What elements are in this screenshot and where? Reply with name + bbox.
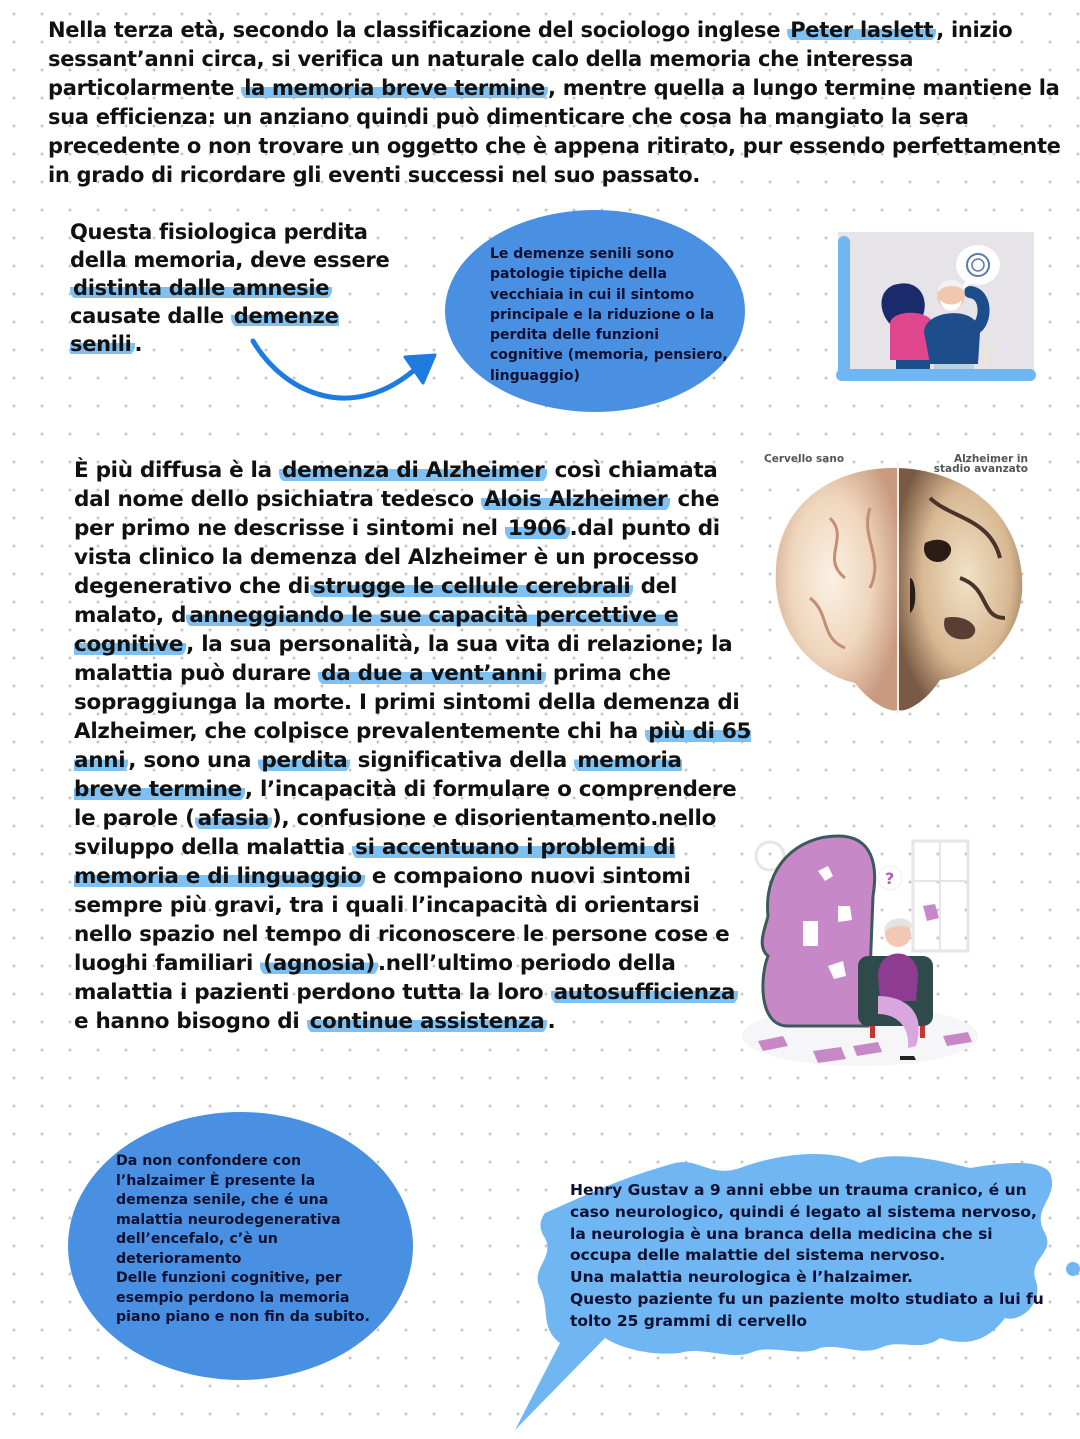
brain-comparison-image bbox=[760, 448, 1038, 720]
puzzle-head-icon bbox=[738, 826, 983, 1076]
label-alzheimer-brain-1: Alzheimer in bbox=[953, 453, 1028, 465]
text-run: del malato, d bbox=[74, 574, 678, 628]
text-run: È più diffusa è la bbox=[74, 458, 280, 483]
senile-dementia-line-1: Da non confondere con l’halzaimer È presente la demenza senile, che é una malattia neurodegenerativa dell’encefalo, c’è un deterioramento bbox=[116, 1153, 341, 1267]
highlighted-phrase: (agnosia) bbox=[260, 951, 378, 976]
elderly-confusion-illustration bbox=[838, 232, 1034, 377]
text-run: così chiamata dal nome dello psichiatra tedesco bbox=[74, 458, 718, 512]
curved-arrow-icon bbox=[245, 335, 445, 415]
highlighted-phrase: da due a vent’anni bbox=[318, 661, 546, 686]
highlighted-phrase: demenze senili bbox=[70, 304, 339, 356]
senile-dementia-text bbox=[116, 1152, 386, 1328]
text-run: ), confusione e disorientamento.nello sviluppo della malattia bbox=[74, 806, 717, 860]
senile-dementia-bubble bbox=[68, 1112, 413, 1380]
henry-gustav-line-3: Questo paziente fu un paziente molto studiato a lui fu tolto 25 grammi di cervello bbox=[570, 1289, 1044, 1330]
highlighted-phrase: memoria breve termine bbox=[74, 748, 682, 802]
text-run: .nell’ultimo periodo della malattia i pazienti perdono tutta la loro bbox=[74, 951, 676, 1005]
text-run: , sono una bbox=[128, 748, 259, 773]
text-run: .dal punto di vista clinico la demenza del Alzheimer è un processo degenerativo che di bbox=[74, 516, 720, 599]
highlighted-phrase: strugge le cellule cerebrali bbox=[310, 574, 633, 599]
text-run: , mentre quella a lungo termine mantiene la sua efficienza: un anziano quindi può dimenticare che cosa ha mangiato la sera precedente o non trovare un oggetto che è appena ritirato, pur essendo perfettamente in grado di ricordare gli eventi successi nel suo passato. bbox=[48, 76, 1061, 187]
text-run: prima che sopraggiunga la morte. I primi sintomi della demenza di Alzheimer, che colpisce prevalentemente chi ha bbox=[74, 661, 740, 744]
decorative-blue-dot bbox=[1066, 1262, 1080, 1276]
henry-gustav-line-2: Una malattia neurologica è l’halzaimer. bbox=[570, 1268, 913, 1287]
text-run: . bbox=[547, 1009, 556, 1034]
highlighted-phrase: perdita bbox=[258, 748, 350, 773]
highlighted-phrase: Peter laslett bbox=[787, 18, 936, 42]
henry-gustav-text bbox=[570, 1180, 1050, 1333]
text-run: , la sua personalità, la sua vita di relazione; la malattia può durare bbox=[74, 632, 733, 686]
text-run: causate dalle bbox=[70, 304, 231, 328]
highlighted-phrase: autosufficienza bbox=[551, 980, 739, 1005]
highlighted-phrase: afasia bbox=[195, 806, 272, 831]
highlighted-phrase: continue assistenza bbox=[307, 1009, 548, 1034]
highlighted-phrase: si accentuano i problemi di memoria e di linguaggio bbox=[74, 835, 676, 889]
text-run: e compaiono nuovi sintomi sempre più gravi, tra i quali l’incapacità di orientarsi nello spazio nel tempo di riconoscere le persone cose e luoghi familiari bbox=[74, 864, 730, 976]
highlighted-phrase: anneggiando le sue capacità percettive e cognitive bbox=[74, 603, 679, 657]
text-run: significativa della bbox=[350, 748, 575, 773]
highlighted-phrase: più di 65 anni bbox=[74, 719, 752, 773]
dementia-definition-bubble bbox=[445, 210, 745, 412]
dementia-definition-text: Le demenze senili sono patologie tipiche della vecchiaia in cui il sintomo principale e la riduzione o la perdita delle funzioni cognitive (memoria, pensiero, linguaggio) bbox=[490, 246, 728, 384]
henry-gustav-line-1: Henry Gustav a 9 anni ebbe un trauma cranico, é un caso neurologico, quindi é legato al sistema nervoso, la neurologia è una branca della medicina che si occupa delle malattie del sistema nervoso. bbox=[570, 1181, 1037, 1265]
highlighted-phrase: Alois Alzheimer bbox=[481, 487, 670, 512]
frame-horizontal-bar bbox=[836, 369, 1036, 381]
alzheimer-puzzle-illustration bbox=[738, 826, 983, 1076]
senile-dementia-line-2: Delle funzioni cognitive, per esempio perdono la memoria piano piano e non fin da subito. bbox=[116, 1270, 370, 1325]
highlighted-phrase: demenza di Alzheimer bbox=[279, 458, 547, 483]
text-run: , l’incapacità di formulare o comprendere le parole ( bbox=[74, 777, 737, 831]
highlighted-phrase: la memoria breve termine bbox=[241, 76, 548, 100]
brain-cross-section-icon bbox=[760, 448, 1038, 720]
alzheimer-paragraph bbox=[74, 456, 754, 1036]
label-healthy-brain: Cervello sano bbox=[764, 453, 845, 465]
elderly-couple-icon bbox=[838, 232, 1034, 377]
text-run: Nella terza età, secondo la classificazione del sociologo inglese bbox=[48, 18, 788, 42]
text-run: Questa fisiologica perdita della memoria, deve essere bbox=[70, 220, 390, 272]
text-run: . bbox=[134, 332, 143, 356]
highlighted-phrase: distinta dalle amnesie bbox=[70, 276, 332, 300]
label-alzheimer-brain-2: stadio avanzato bbox=[933, 463, 1028, 475]
highlighted-phrase: 1906 bbox=[505, 516, 570, 541]
text-run: , inizio sessant’anni circa, si verifica un naturale calo della memoria che interessa particolarmente bbox=[48, 18, 1013, 100]
text-run: e hanno bisogno di bbox=[74, 1009, 307, 1034]
text-run: che per primo ne descrisse i sintomi nel bbox=[74, 487, 720, 541]
svg-text:?: ? bbox=[885, 869, 895, 888]
intro-paragraph bbox=[48, 16, 1068, 190]
